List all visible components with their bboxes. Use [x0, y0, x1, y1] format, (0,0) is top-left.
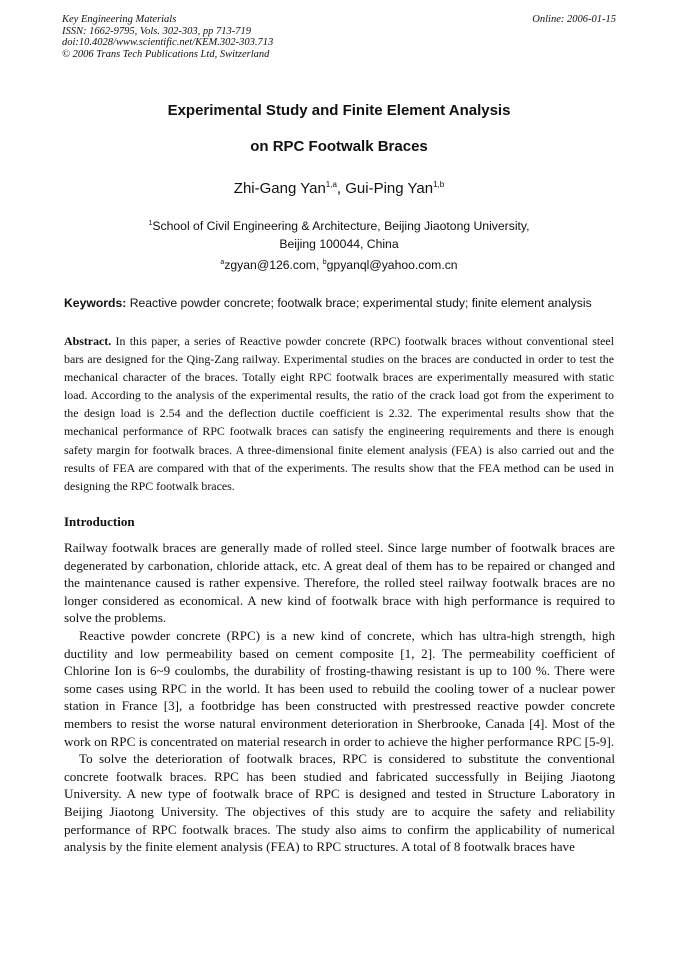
- affiliation: [0, 215, 678, 253]
- paper-title-line-1: Experimental Study and Finite Element Analysis: [167, 102, 511, 119]
- paragraph: Railway footwalk braces are generally made of rolled steel. Since large number of footwalk braces are degenerated by carbonation, chloride attack, etc. A great deal of them has to be repaired or changed and the maintenance caused is rather expensive. Therefore, the rolled steel railway footwalk braces are no longer considered as economical. A new kind of footwalk brace with high performance is required to solve the problems.: [64, 540, 615, 626]
- affiliation-line-2: Beijing 100044, China: [279, 237, 399, 252]
- doi: doi:10.4028/www.scientific.net/KEM.302-303.713: [62, 37, 274, 49]
- paper-title-line-2: on RPC Footwalk Braces: [250, 138, 428, 155]
- affiliation-marker: 1: [148, 220, 153, 227]
- author-1-affil-marker: 1,a: [325, 180, 337, 189]
- keywords-text: Reactive powder concrete; footwalk brace; experimental study; finite element analysis: [126, 296, 592, 310]
- author-1: Zhi-Gang Yan: [233, 180, 326, 197]
- email-a-marker: a: [220, 258, 225, 266]
- author-separator: ,: [336, 180, 346, 197]
- affiliation-text-1: School of Civil Engineering & Architecture, Beijing Jiaotong University,: [152, 219, 530, 234]
- email-b-marker: b: [322, 258, 327, 266]
- affiliation-line-1: [0, 215, 678, 235]
- section-heading-introduction: Introduction: [64, 514, 135, 529]
- issn: ISSN: 1662-9795, Vols. 302-303, pp 713-719: [62, 25, 251, 37]
- email-list: [0, 258, 678, 272]
- online-date: Online: 2006-01-15: [532, 14, 616, 25]
- abstract-label: Abstract.: [64, 334, 112, 348]
- keywords-label: Keywords:: [64, 296, 127, 310]
- abstract-text: In this paper, a series of Reactive powder concrete (RPC) footwalk braces without conventional steel bars are designed for the Qing-Zang railway. Experimental studies on the braces are conducted in order to test the mechanical character of the braces. Totally eight RPC footwalk braces are experimentally measured with static load. According to the analysis of the experimental results, the ratio of the crack load got from the experiment to the design load is 2.54 and the deflection ductile coefficient is 2.32. The experimental results show that the mechanical performance of RPC footwalk braces can satisfy the engineering requirements and there is enough safety margin for footwalk braces. A three-dimensional finite element analysis (FEA) is also carried out and the results of FEA are compared with that of the experiments. The results show that the FEA method can be used in designing the RPC footwalk braces.: [64, 334, 614, 493]
- paragraph: Reactive powder concrete (RPC) is a new kind of concrete, which has ultra-high strength, high ductility and low permeability based on cement composite [1, 2]. The permeability coefficient of Chlorine Ion is 6~9 coulombs, the durability of frosting-thawing resistant is up to 100 %. There were some cases using RPC in the world. It has been used to rebuild the cooling tower of a nuclear power station in France [3], a footbridge has been constructed with prestressed reactive powder concrete members to resist the worse natural environment deterioration in Sherbrooke, Canada [4]. Most of the work on RPC is concentrated on material research in order to achieve the higher performance RPC [5-9].: [64, 627, 615, 749]
- email-b: gpyanql@yahoo.com.cn: [326, 258, 458, 272]
- author-2-affil-marker: 1,b: [433, 180, 445, 189]
- abstract: [64, 332, 614, 495]
- keywords: [64, 296, 618, 310]
- copyright: © 2006 Trans Tech Publications Ltd, Switzerland: [62, 48, 270, 60]
- introduction-body: [64, 539, 615, 856]
- paragraph: To solve the deterioration of footwalk braces, RPC is considered to substitute the conventional concrete footwalk braces. RPC has been studied and fabricated successfully in Beijing Jiaotong University. A new type of footwalk brace of RPC is designed and tested in Structure Laboratory in Beijing Jiaotong University. The objectives of this study are to acquire the safety and reliability performance of RPC footwalk braces. The study also aims to confirm the applicability of numerical analysis by the finite element analysis (FEA) to RPC structures. A total of 8 footwalk braces have: [64, 751, 615, 855]
- author-list: [0, 180, 678, 197]
- journal-header: [62, 14, 616, 60]
- journal-name: Key Engineering Materials: [62, 14, 177, 25]
- email-a: zgyan@126.com,: [224, 258, 323, 272]
- author-2: Gui-Ping Yan: [345, 180, 434, 197]
